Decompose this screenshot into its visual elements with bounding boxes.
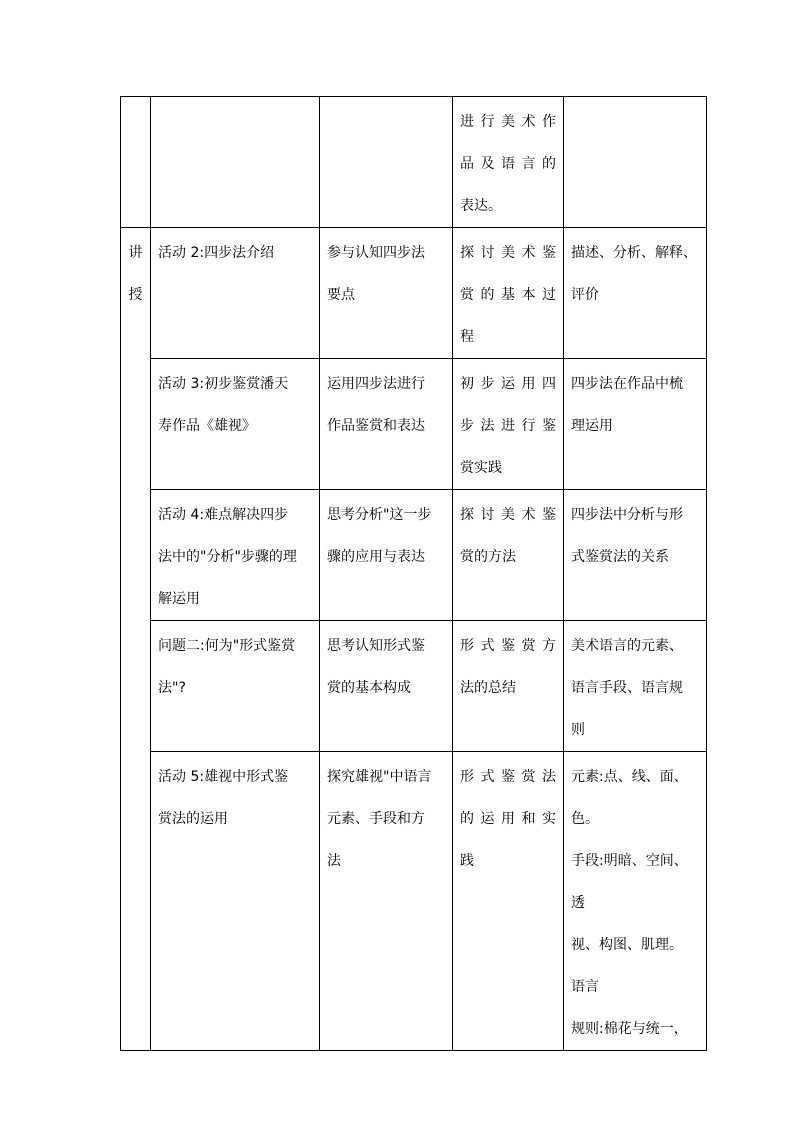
design-intent-cell: [453, 490, 564, 621]
cell-line: 问题二:何为"形式鉴赏: [158, 638, 296, 654]
cell-line: 法"?: [158, 680, 186, 696]
cell-line: 解运用: [158, 591, 200, 607]
activity-cell: [151, 490, 320, 621]
design-intent-cell: [453, 621, 564, 752]
cell-line: 描述、分析、解释、: [571, 245, 697, 261]
cell-line: 探讨美术鉴: [460, 245, 556, 261]
cell-line: 骤的应用与表达: [327, 549, 425, 565]
stage-cell: [121, 97, 151, 228]
cell-line: 赏法的运用: [158, 811, 228, 827]
cell-line: 形式鉴赏法: [460, 769, 556, 785]
content-cell: [564, 752, 707, 1051]
cell-line: 作品鉴赏和表达: [327, 418, 425, 434]
content-cell: [564, 490, 707, 621]
cell-line: 理运用: [571, 418, 613, 434]
cell-line: 寿作品《雄视》: [158, 418, 256, 434]
cell-line: 视、构图、肌理。: [571, 937, 683, 953]
cell-line: 赏实践: [460, 460, 502, 476]
cell-line: 赏的方法: [460, 549, 516, 565]
cell-line: 活动 3:初步鉴赏潘天: [158, 376, 289, 392]
content-cell: [564, 97, 707, 228]
cell-line: 活动 2:四步法介绍: [158, 245, 275, 261]
cell-line: 透: [571, 895, 585, 911]
content-cell: [564, 621, 707, 752]
cell-line: 四步法中分析与形: [571, 507, 683, 523]
table-body: [121, 97, 707, 1051]
stage-label-char: 授: [128, 287, 143, 303]
activity-cell: [151, 97, 320, 228]
cell-line: 法的总结: [460, 680, 516, 696]
cell-line: 色。: [571, 811, 599, 827]
design-intent-cell: [453, 97, 564, 228]
cell-line: 活动 5:雄视中形式鉴: [158, 769, 289, 785]
table-row: [121, 621, 707, 752]
content-cell: [564, 228, 707, 359]
cell-line: 规则:棉花与统一，: [571, 1021, 688, 1037]
cell-line: 探究雄视"中语言: [327, 769, 432, 785]
cell-line: 步法进行鉴: [460, 418, 556, 434]
cell-line: 品及语言的: [460, 156, 556, 172]
content-cell: [564, 359, 707, 490]
student-activity-cell: [320, 359, 453, 490]
cell-line: 参与认知四步法: [327, 245, 425, 261]
design-intent-cell: [453, 359, 564, 490]
table-row: [121, 359, 707, 490]
design-intent-cell: [453, 752, 564, 1051]
cell-line: 形式鉴赏方: [460, 638, 556, 654]
cell-line: 赏的基本过: [460, 287, 556, 303]
cell-line: 式鉴赏法的关系: [571, 549, 669, 565]
cell-line: 则: [571, 722, 585, 738]
activity-cell: [151, 359, 320, 490]
cell-line: 法中的"分析"步骤的理: [158, 549, 297, 565]
activity-cell: [151, 621, 320, 752]
activity-cell: [151, 752, 320, 1051]
cell-line: 元素、手段和方: [327, 811, 425, 827]
table-row: [121, 752, 707, 1051]
activity-cell: [151, 228, 320, 359]
cell-line: 活动 4:难点解决四步: [158, 507, 289, 523]
student-activity-cell: [320, 752, 453, 1051]
stage-label-char: 讲: [128, 245, 143, 261]
cell-line: 语言: [571, 979, 599, 995]
cell-line: 思考认知形式鉴: [327, 638, 425, 654]
cell-line: 初步运用四: [460, 376, 556, 392]
stage-cell: [121, 228, 151, 1051]
cell-line: 手段:明暗、空间、: [571, 853, 688, 869]
cell-line: 进行美术作: [460, 114, 556, 130]
cell-line: 赏的基本构成: [327, 680, 411, 696]
cell-line: 运用四步法进行: [327, 376, 425, 392]
cell-line: 思考分析"这一步: [327, 507, 432, 523]
cell-line: 的运用和实: [460, 811, 556, 827]
cell-line: 元素:点、线、面、: [571, 769, 688, 785]
cell-line: 探讨美术鉴: [460, 507, 556, 523]
cell-line: 美术语言的元素、: [571, 638, 683, 654]
cell-line: 要点: [327, 287, 355, 303]
table-row: [121, 228, 707, 359]
cell-line: 语言手段、语言规: [571, 680, 683, 696]
cell-line: 法: [327, 853, 341, 869]
student-activity-cell: [320, 621, 453, 752]
design-intent-cell: [453, 228, 564, 359]
cell-line: 四步法在作品中梳: [571, 376, 683, 392]
table-row: [121, 97, 707, 228]
table-row: [121, 490, 707, 621]
student-activity-cell: [320, 228, 453, 359]
student-activity-cell: [320, 97, 453, 228]
cell-line: 表达。: [460, 198, 502, 214]
cell-line: 程: [460, 329, 474, 345]
cell-line: 评价: [571, 287, 599, 303]
student-activity-cell: [320, 490, 453, 621]
cell-line: 践: [460, 853, 474, 869]
lesson-plan-table: [120, 96, 707, 1051]
